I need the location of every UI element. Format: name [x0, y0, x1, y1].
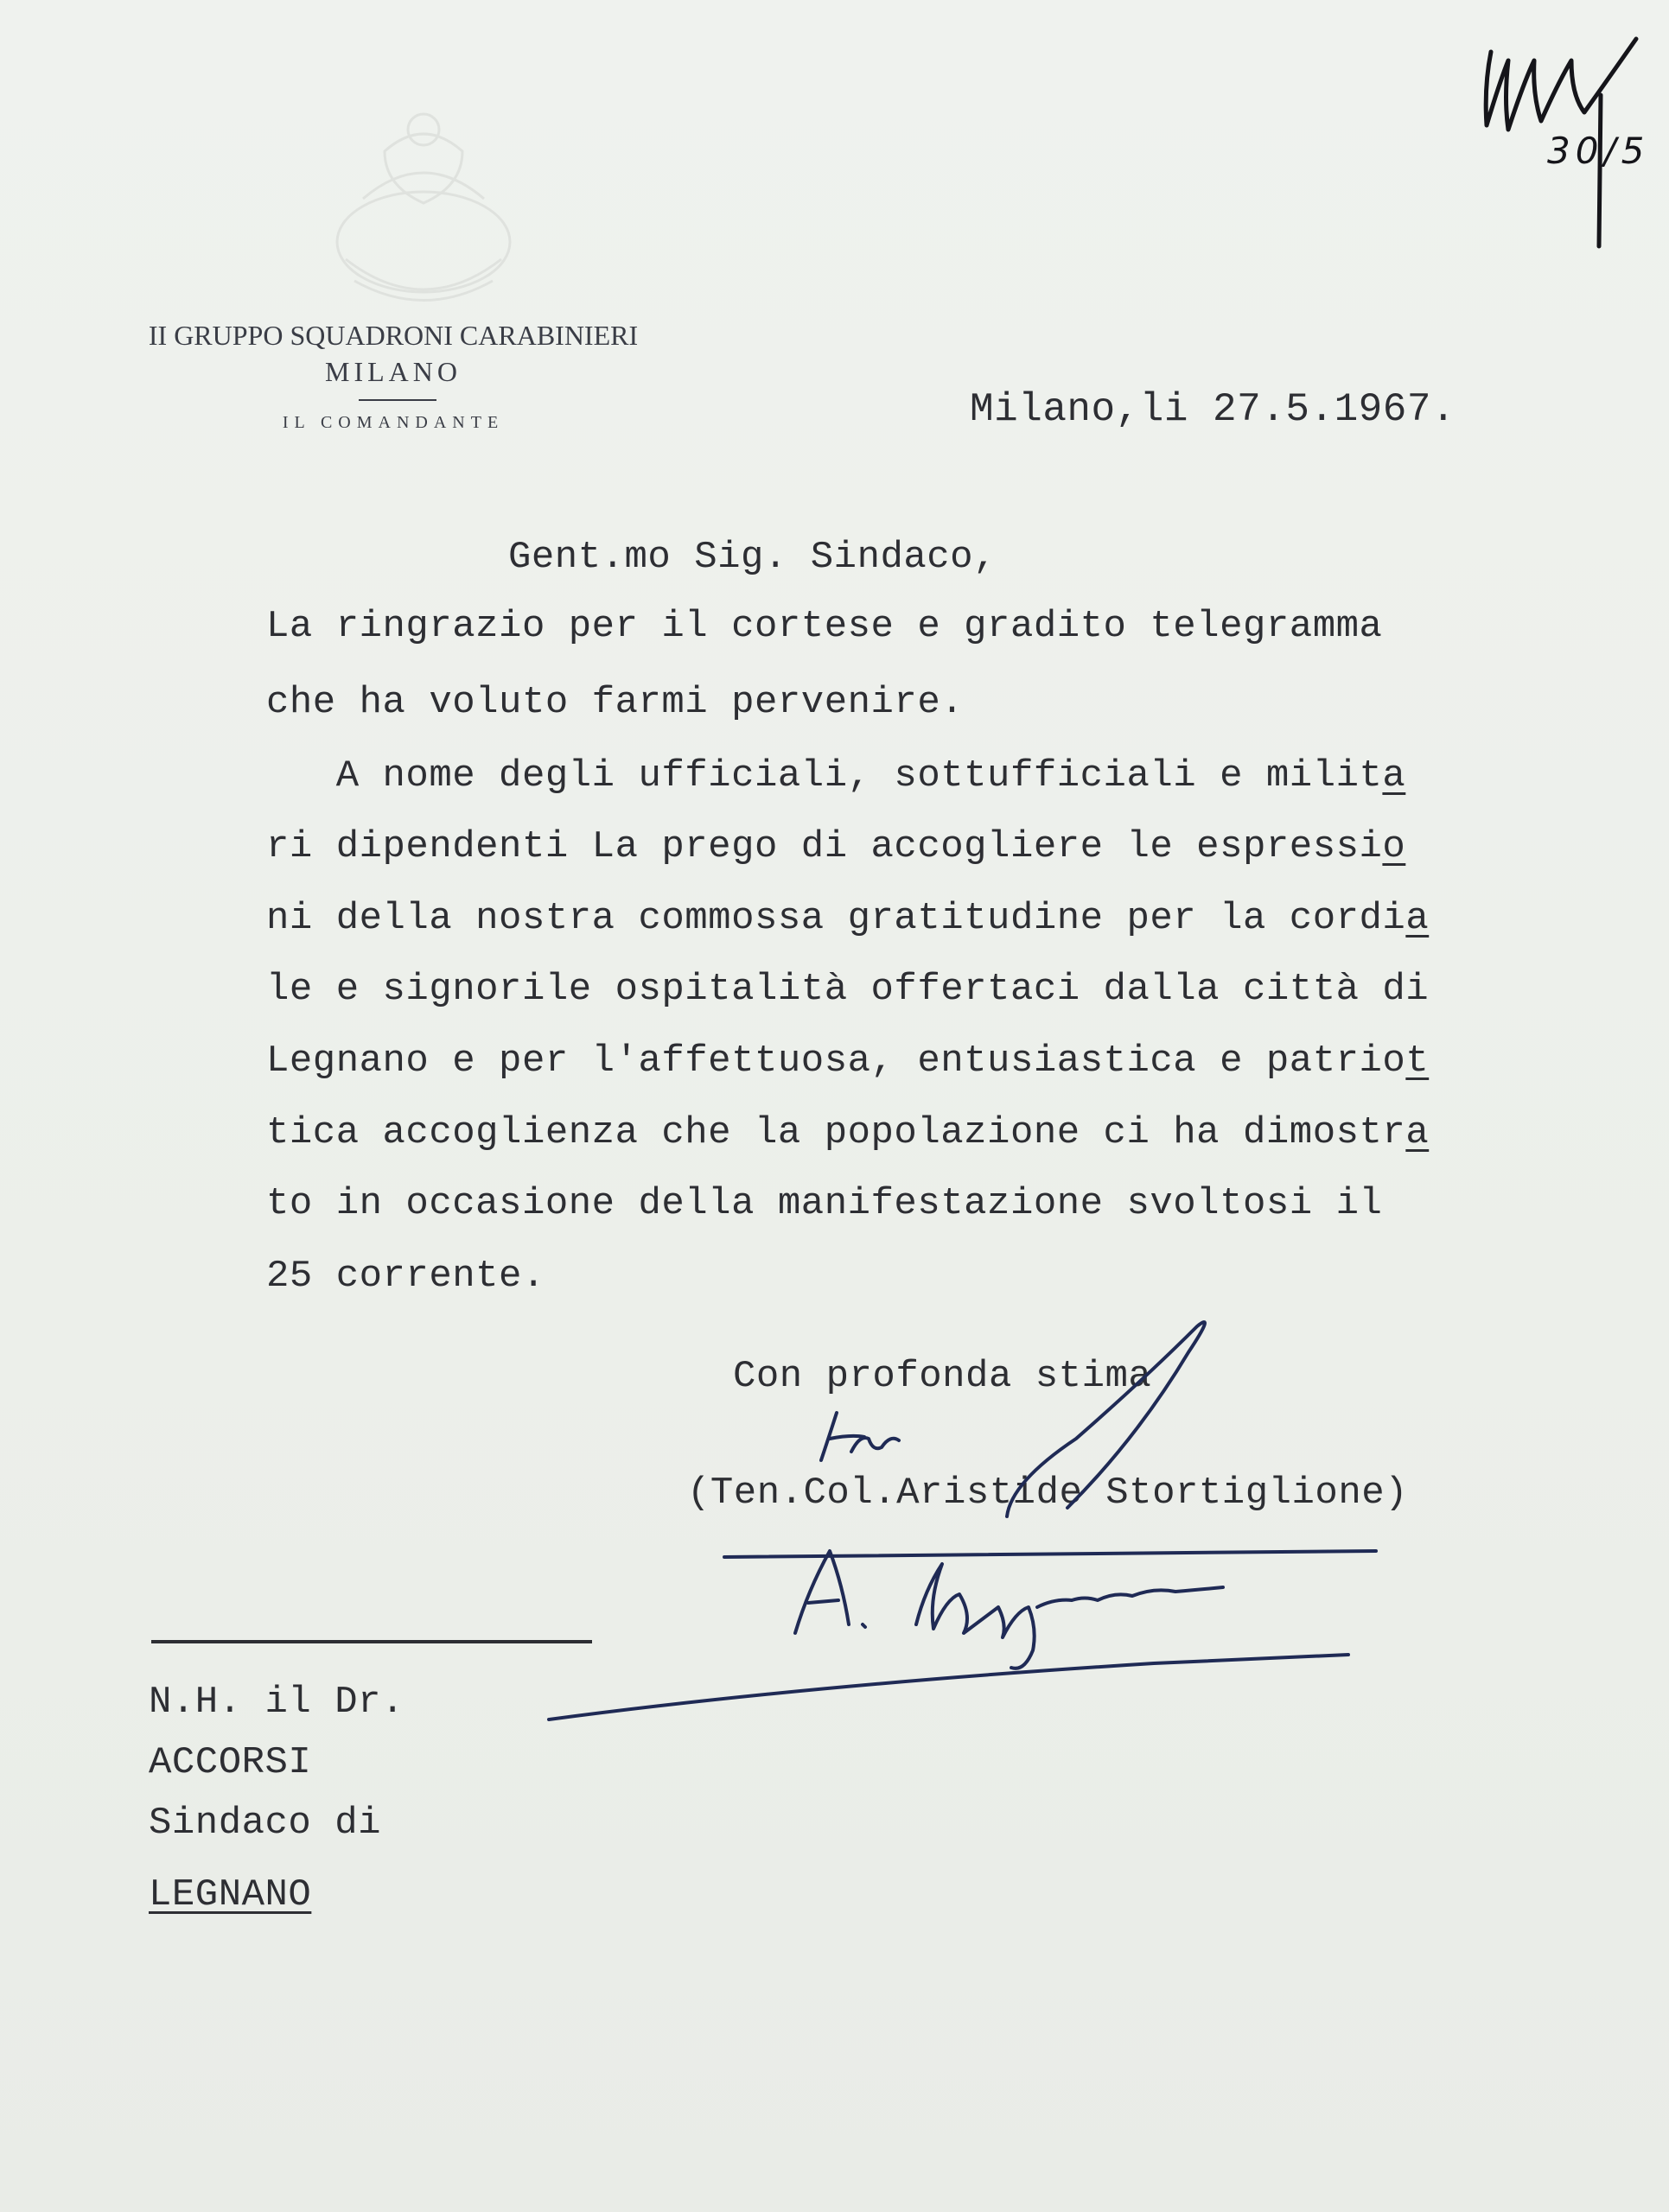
signer-name: (Ten.Col.Aristide Stortiglione) [687, 1471, 1409, 1515]
body-line: to in occasione della manifestazione svoltosi il [266, 1182, 1383, 1225]
recipient-line-3: Sindaco di [149, 1802, 382, 1845]
recipient-rule [151, 1640, 592, 1643]
date-line: Milano,li 27.5.1967. [970, 387, 1456, 432]
margin-date: 30/5 [1547, 130, 1650, 172]
body-line: Legnano e per l'affettuosa, entusiastica e patriot [266, 1039, 1430, 1083]
body-line: tica accoglienza che la popolazione ci ha dimostra [266, 1111, 1430, 1154]
recipient-line-4: LEGNANO [149, 1873, 312, 1916]
body-line: ni della nostra commossa gratitudine per la cordia [266, 897, 1430, 940]
body-line: La ringrazio per il cortese e gradito telegramma [266, 605, 1383, 648]
letterhead-role: IL COMANDANTE [282, 413, 505, 432]
body-line: che ha voluto farmi pervenire. [266, 681, 965, 724]
recipient-line-1: N.H. il Dr. [149, 1681, 405, 1724]
body-line: le e signorile ospitalità offertaci dalla città di [266, 968, 1430, 1011]
body-line: 25 corrente. [266, 1255, 545, 1298]
salutation: Gent.mo Sig. Sindaco, [508, 536, 997, 579]
body-line: A nome degli ufficiali, sottufficiali e milita [266, 754, 1406, 798]
recipient-line-2: ACCORSI [149, 1741, 312, 1784]
letterhead-unit: II GRUPPO SQUADRONI CARABINIERI [148, 320, 639, 351]
letterhead-city: MILANO [325, 356, 462, 387]
body-line: ri dipendenti La prego di accogliere le espressio [266, 825, 1406, 868]
closing: Con profonda stima [733, 1355, 1152, 1398]
